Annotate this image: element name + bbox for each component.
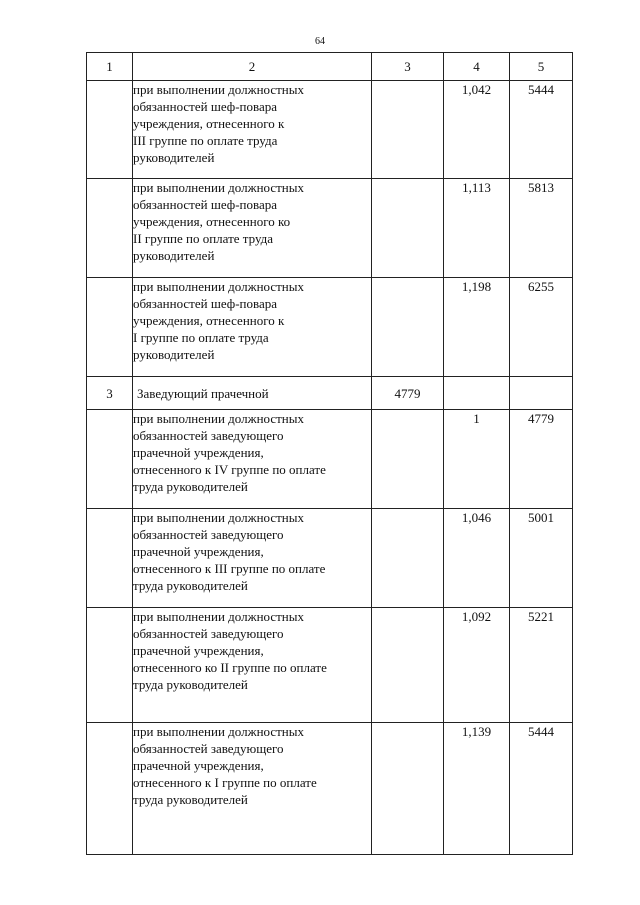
row-base-salary-cell xyxy=(372,81,444,179)
table-row xyxy=(87,81,573,179)
row-description-cell: при выполнении должностных обязанностей заведующего прачечной учреждения, отнесенного к III группе по оплате труда руководителей xyxy=(133,509,372,608)
row-amount-cell: 5444 xyxy=(510,723,573,855)
row-amount-cell xyxy=(510,377,573,410)
row-base-salary-cell xyxy=(372,723,444,855)
row-description-cell: при выполнении должностных обязанностей заведующего прачечной учреждения, отнесенного к IV группе по оплате труда руководителей xyxy=(133,410,372,509)
table-row xyxy=(87,723,573,855)
row-base-salary-cell xyxy=(372,509,444,608)
row-amount-cell: 5813 xyxy=(510,179,573,278)
table-row xyxy=(87,179,573,278)
row-description-cell: при выполнении должностных обязанностей шеф-повара учреждения, отнесенного к I группе по оплате труда руководителей xyxy=(133,278,372,377)
row-amount-cell: 5001 xyxy=(510,509,573,608)
header-cell: 5 xyxy=(510,53,573,81)
row-amount-cell: 5444 xyxy=(510,81,573,179)
header-cell: 4 xyxy=(444,53,510,81)
row-coefficient-cell: 1,042 xyxy=(444,81,510,179)
row-description-cell: при выполнении должностных обязанностей шеф-повара учреждения, отнесенного ко II группе по оплате труда руководителей xyxy=(133,179,372,278)
row-number-cell xyxy=(87,179,133,278)
row-description-cell: при выполнении должностных обязанностей заведующего прачечной учреждения, отнесенного к I группе по оплате труда руководителей xyxy=(133,723,372,855)
row-number-cell xyxy=(87,278,133,377)
table-row xyxy=(87,509,573,608)
row-number-cell xyxy=(87,509,133,608)
table-row xyxy=(87,608,573,723)
row-coefficient-cell: 1,198 xyxy=(444,278,510,377)
header-cell: 3 xyxy=(372,53,444,81)
row-base-salary-cell xyxy=(372,278,444,377)
row-coefficient-cell: 1,139 xyxy=(444,723,510,855)
table-row xyxy=(87,278,573,377)
row-amount-cell: 6255 xyxy=(510,278,573,377)
row-description-cell: при выполнении должностных обязанностей заведующего прачечной учреждения, отнесенного ко II группе по оплате труда руководителей xyxy=(133,608,372,723)
table-row xyxy=(87,410,573,509)
row-number-cell xyxy=(87,723,133,855)
row-base-salary-cell xyxy=(372,410,444,509)
table-row xyxy=(87,377,573,410)
row-coefficient-cell xyxy=(444,377,510,410)
row-number-cell: 3 xyxy=(87,377,133,410)
page-number: 64 xyxy=(315,36,325,47)
row-number-cell xyxy=(87,608,133,723)
header-cell: 1 xyxy=(87,53,133,81)
row-coefficient-cell: 1,092 xyxy=(444,608,510,723)
row-base-salary-cell xyxy=(372,608,444,723)
row-coefficient-cell: 1 xyxy=(444,410,510,509)
row-amount-cell: 4779 xyxy=(510,410,573,509)
row-base-salary-cell xyxy=(372,179,444,278)
row-base-salary-cell: 4779 xyxy=(372,377,444,410)
row-description-cell: Заведующий прачечной xyxy=(133,377,372,410)
row-coefficient-cell: 1,046 xyxy=(444,509,510,608)
row-description-cell: при выполнении должностных обязанностей шеф-повара учреждения, отнесенного к III группе по оплате труда руководителей xyxy=(133,81,372,179)
row-number-cell xyxy=(87,410,133,509)
salary-table xyxy=(86,52,573,855)
header-cell: 2 xyxy=(133,53,372,81)
row-coefficient-cell: 1,113 xyxy=(444,179,510,278)
row-amount-cell: 5221 xyxy=(510,608,573,723)
table-header-row xyxy=(87,53,573,81)
row-number-cell xyxy=(87,81,133,179)
